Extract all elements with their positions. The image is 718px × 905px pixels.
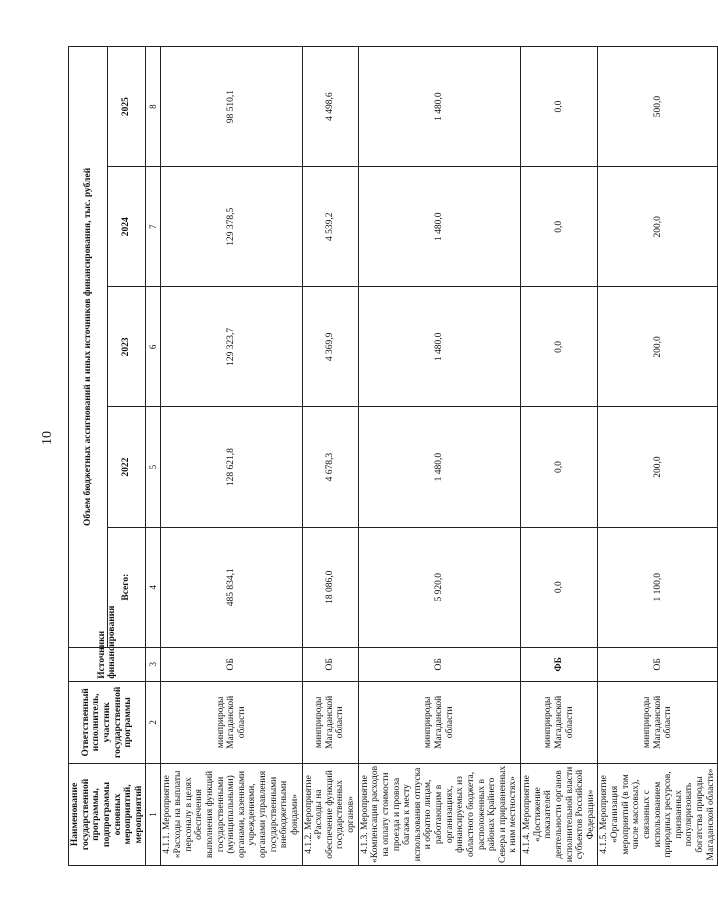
header-year-2025: 2025 — [107, 47, 146, 167]
column-number: 8 — [146, 47, 161, 167]
header-total: Всего: — [107, 527, 146, 647]
row-2023: 4 369,9 — [302, 287, 358, 407]
header-name: Наименование государственной программы, подпрограммы основных мероприятий, мероприятий — [69, 763, 146, 865]
row-executor: минприроды Магаданской области — [521, 681, 598, 763]
row-2023: 129 323,7 — [161, 287, 302, 407]
row-2024: 1 480,0 — [358, 167, 520, 287]
row-name: 4.1.1. Мероприятие «Расходы на выплаты персоналу в целях обеспечения выполнения функций государственными (муниципальными) органами, казенными учреждениями, органами управления государственными внебюджетными фондами» — [161, 763, 302, 865]
row-source: ОБ — [358, 647, 520, 681]
column-number: 1 — [146, 763, 161, 865]
row-total: 1 100,0 — [598, 527, 718, 647]
table-row — [302, 47, 358, 866]
header-year-2024: 2024 — [107, 167, 146, 287]
row-total: 0,0 — [521, 527, 598, 647]
row-2023: 200,0 — [598, 287, 718, 407]
column-number-row — [146, 47, 161, 866]
column-number: 7 — [146, 167, 161, 287]
table-row — [161, 47, 302, 866]
column-number: 5 — [146, 407, 161, 527]
row-2025: 4 498,6 — [302, 47, 358, 167]
row-executor: минприроды Магаданской области — [302, 681, 358, 763]
rotated-table-container — [68, 46, 716, 866]
row-2022: 1 480,0 — [358, 407, 520, 527]
row-2023: 1 480,0 — [358, 287, 520, 407]
row-source: ОБ — [598, 647, 718, 681]
row-name: 4.1.5. Мероприятие «Организация мероприятий (в том числе массовых), связанных с использованием природных ресурсов, призванных популяризовать богатства природы Магаданской области» — [598, 763, 718, 865]
column-number: 6 — [146, 287, 161, 407]
row-2023: 0,0 — [521, 287, 598, 407]
header-year-2022: 2022 — [107, 407, 146, 527]
row-2022: 0,0 — [521, 407, 598, 527]
header-source: Источники финансирования — [69, 647, 146, 681]
row-total: 485 834,1 — [161, 527, 302, 647]
row-2022: 4 678,3 — [302, 407, 358, 527]
column-number: 2 — [146, 681, 161, 763]
row-2024: 129 378,5 — [161, 167, 302, 287]
row-2024: 0,0 — [521, 167, 598, 287]
row-total: 18 086,0 — [302, 527, 358, 647]
row-2025: 0,0 — [521, 47, 598, 167]
row-2024: 200,0 — [598, 167, 718, 287]
row-name: 4.1.2. Мероприятие «Расходы на обеспечение функций государственных органов» — [302, 763, 358, 865]
row-2025: 500,0 — [598, 47, 718, 167]
funding-table — [68, 46, 718, 866]
row-name: 4.1.4. Мероприятие «Достижение показателей деятельности органов исполнительной власти субъектов Российской Федерации» — [521, 763, 598, 865]
row-source: ОБ — [302, 647, 358, 681]
row-source: ФБ — [521, 647, 598, 681]
row-executor: минприроды Магаданской области — [358, 681, 520, 763]
row-2025: 1 480,0 — [358, 47, 520, 167]
page-number: 10 — [40, 431, 55, 445]
table-row — [521, 47, 598, 866]
table-row — [598, 47, 718, 866]
row-2024: 4 539,2 — [302, 167, 358, 287]
row-2022: 128 621,8 — [161, 407, 302, 527]
row-name: 4.1.3. Мероприятие «Компенсация расходов на оплату стоимости проезда и провоза багажа к месту использования отпуска и обратно лицам, работающим в организациях, финансируемых из областного бюджета, расположенных в районах Крайнего Севера и приравненных к ним местностях» — [358, 763, 520, 865]
header-year-2023: 2023 — [107, 287, 146, 407]
table-row — [358, 47, 520, 866]
row-source: ОБ — [161, 647, 302, 681]
row-executor: минприроды Магаданской области — [161, 681, 302, 763]
header-funding-group: Объем бюджетных ассигнований и иных источников финансирования, тыс. рублей — [69, 47, 108, 648]
row-2022: 200,0 — [598, 407, 718, 527]
column-number: 4 — [146, 527, 161, 647]
header-executor: Ответственный исполнитель, участник государственной программы — [69, 681, 146, 763]
row-2025: 98 510,1 — [161, 47, 302, 167]
row-executor: минприроды Магаданской области — [598, 681, 718, 763]
column-number: 3 — [146, 647, 161, 681]
row-total: 5 920,0 — [358, 527, 520, 647]
